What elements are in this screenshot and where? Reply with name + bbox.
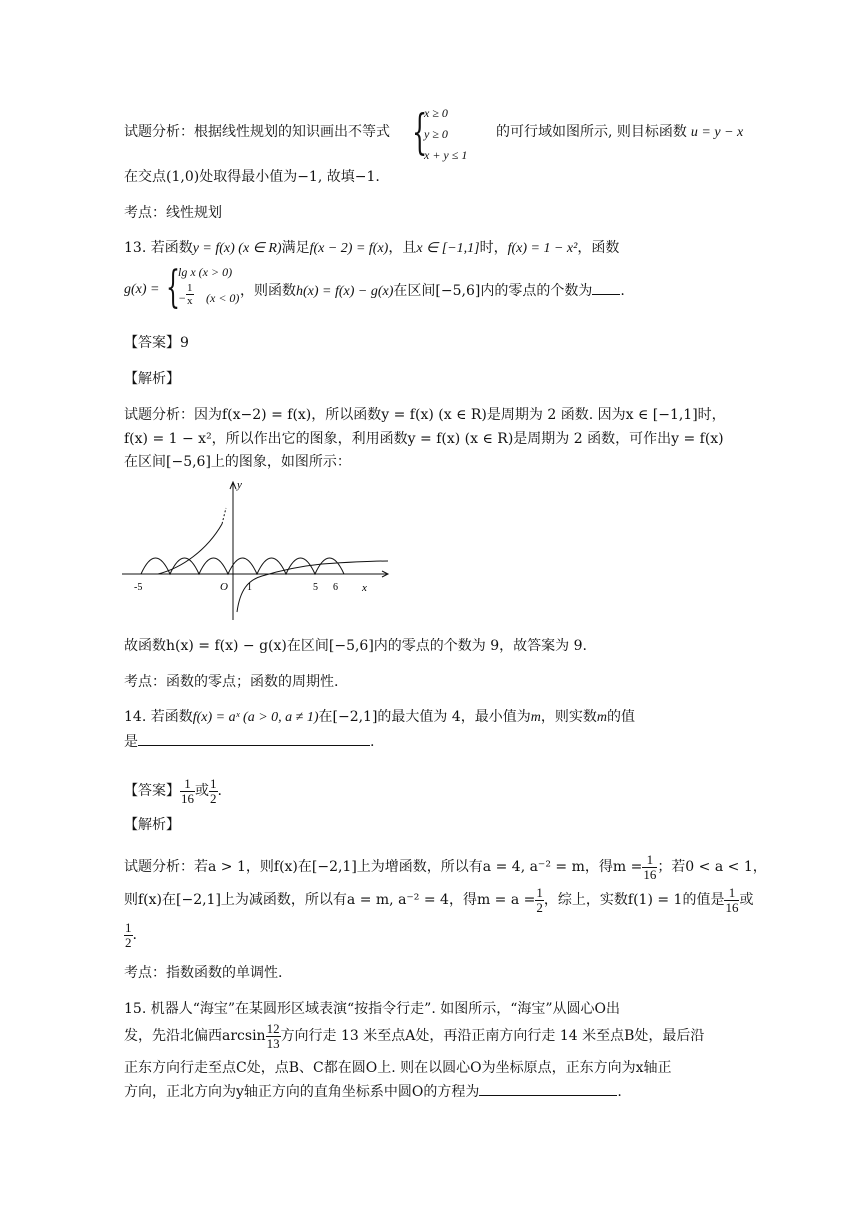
q13-answer: 【答案】9 [124,335,189,351]
inequality-3: x + y ≤ 1 [424,148,468,162]
q13-kaodian: 考点：函数的零点；函数的周期性. [124,674,339,690]
p12-line2: 在交点(1,0)处取得最小值为−1, 故填−1. [124,169,380,185]
q15-line4: 方向，正北方向为y轴正方向的直角坐标系中圆O的方程为 . [124,1081,622,1102]
q14-answer-blank [138,731,370,746]
periodic-function-graph [122,478,392,622]
g-left-branch-tail [222,508,226,524]
q13-stem-line1: 13. 若函数y = f(x) (x ∈ R)满足f(x − 2) = f(x)，且x ∈ [−1,1]时，f(x) = 1 − x²，函数 [124,240,620,256]
p12-kaodian: 考点：线性规划 [124,205,222,221]
x-label: x [362,582,367,594]
p12-line1: 试题分析：根据线性规划的知识画出不等式 [124,124,390,140]
g-left-branch [158,524,222,574]
inequality-1: x ≥ 0 [424,106,448,120]
tick-label: 1 [247,582,252,593]
q13-analysis-1: 试题分析：因为f(x−2) = f(x)，所以函数y = f(x) (x ∈ R)是周期为 2 函数. 因为x ∈ [−1,1]时， [124,407,726,423]
q13-jiexi: 【解析】 [124,371,180,387]
tick-label: -5 [134,582,143,593]
q14-stem-line2: 是 . [124,731,374,752]
q15-line1: 15. 机器人“海宝”在某圆形区域表演“按指令行走”. 如图所示，“海宝”从圆心O出 [124,1001,621,1017]
tick-label: 5 [313,582,318,593]
q13-conclusion: 故函数h(x) = f(x) − g(x)在区间[−5,6]内的零点的个数为 9，故答案为 9. [124,638,587,654]
origin-label: O [220,581,228,593]
system-brace: { [412,104,428,160]
q13-analysis-2: f(x) = 1 − x²，所以作出它的图象，利用函数y = f(x) (x ∈ R)是周期为 2 函数，可作出y = f(x) [124,431,724,447]
q13-analysis-3: 在区间[−5,6]上的图象，如图所示： [124,454,351,470]
y-label: y [237,479,242,491]
q14-jiexi: 【解析】 [124,817,180,833]
tick-label: 6 [333,582,338,593]
q14-analysis-1: 试题分析：若a > 1，则f(x)在[−2,1]上为增函数，所以有a = 4, a⁻² = m，得m = $\frac{1}{16}$ ；若0 < a < 1， [124,851,767,882]
q14-analysis-3: $\frac{1}{2}$ . [125,919,137,950]
inequality-2: y ≥ 0 [424,127,448,141]
q15-answer-blank [479,1081,617,1096]
p12-line1-b: 的可行域如图所示, 则目标函数 u = y − x [496,124,744,140]
q14-answer: 【答案】 $\frac{1}{16}$ 或 $\frac{1}{2}$ . [124,775,222,806]
q15-line2: 发，先沿北偏西arcsin $\frac{12}{13}$ 方向行走 13 米至点A处，再沿正南方向行走 14 米至点B处，最后沿 [124,1020,705,1051]
f-periodic-curve [141,558,344,574]
q15-line3: 正东方向行走至点C处，点B、C都在圆O上. 则在以圆心O为坐标原点，正东方向为x轴正 [124,1060,672,1076]
q14-kaodian: 考点：指数函数的单调性. [124,965,283,981]
q13-answer-blank [592,280,620,295]
q14-analysis-2: 则f(x)在[−2,1]上为减函数，所以有a = m, a⁻² = 4，得m = a = $\frac{1}{2}$ ，综上，实数f(1) = 1的值是 $\frac{1}{16}$ 或 [124,884,754,915]
q14-stem-line1: 14. 若函数f(x) = aˣ (a > 0, a ≠ 1)在[−2,1]的最大值为 4，最小值为m，则实数m的值 [124,709,636,725]
